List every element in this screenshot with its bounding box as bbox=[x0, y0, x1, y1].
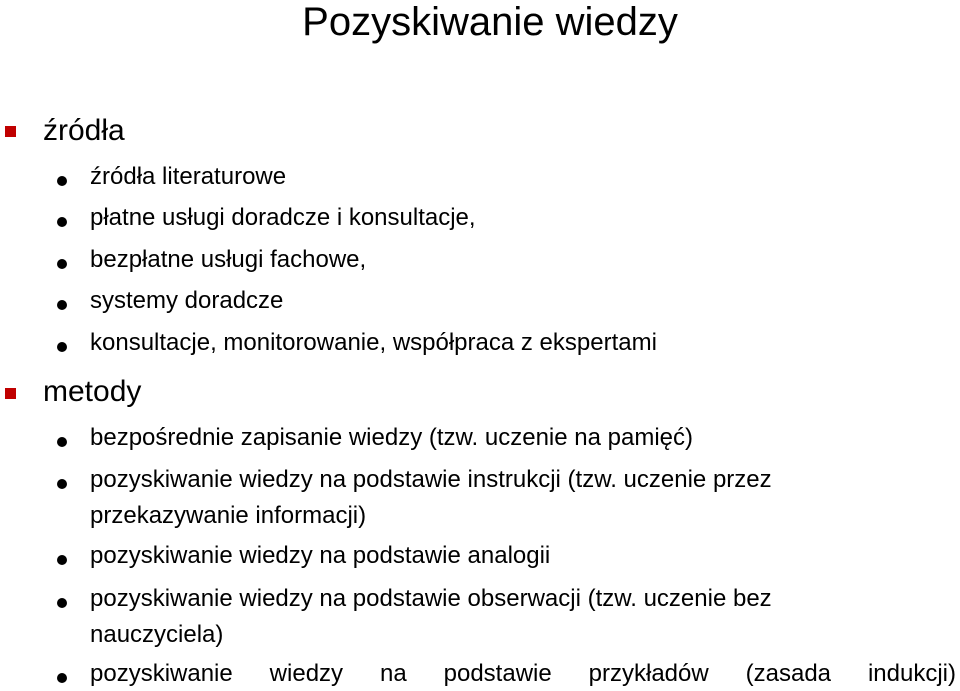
circle-bullet-icon bbox=[57, 300, 67, 310]
circle-bullet-icon bbox=[57, 437, 67, 447]
list-item: pozyskiwanie wiedzy na podstawie przykładów (zasada indukcji) bbox=[90, 660, 956, 687]
list-item: bezpośrednie zapisanie wiedzy (tzw. uczenie na pamięć) bbox=[90, 424, 693, 451]
list-item: konsultacje, monitorowanie, współpraca z ekspertami bbox=[90, 329, 657, 356]
circle-bullet-icon bbox=[57, 342, 67, 352]
square-bullet-icon bbox=[5, 126, 16, 137]
list-item: źródła literaturowe bbox=[90, 163, 287, 190]
circle-bullet-icon bbox=[57, 598, 67, 608]
list-item: bezpłatne usługi fachowe, bbox=[90, 246, 367, 273]
list-item: pozyskiwanie wiedzy na podstawie instrukcji (tzw. uczenie przez bbox=[90, 466, 772, 493]
list-item-continuation: przekazywanie informacji) bbox=[90, 502, 367, 529]
circle-bullet-icon bbox=[57, 176, 67, 186]
circle-bullet-icon bbox=[57, 555, 67, 565]
list-item: pozyskiwanie wiedzy na podstawie obserwacji (tzw. uczenie bez bbox=[90, 585, 772, 612]
circle-bullet-icon bbox=[57, 479, 67, 489]
circle-bullet-icon bbox=[57, 217, 67, 227]
circle-bullet-icon bbox=[57, 259, 67, 269]
list-item: systemy doradcze bbox=[90, 287, 284, 314]
slide-title: Pozyskiwanie wiedzy bbox=[302, 0, 678, 44]
section-heading-sources: źródła bbox=[43, 114, 125, 147]
list-item-continuation: nauczyciela) bbox=[90, 621, 224, 648]
list-item: płatne usługi doradcze i konsultacje, bbox=[90, 204, 476, 231]
circle-bullet-icon bbox=[57, 673, 67, 683]
square-bullet-icon bbox=[5, 388, 16, 399]
list-item: pozyskiwanie wiedzy na podstawie analogii bbox=[90, 542, 551, 569]
section-heading-methods: metody bbox=[43, 375, 142, 408]
